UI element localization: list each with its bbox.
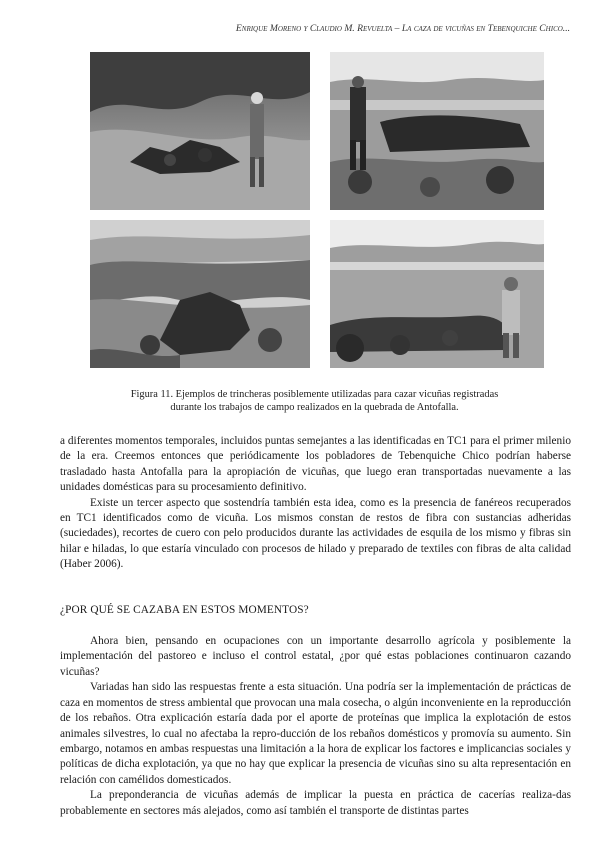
figure-photo-3 [90,220,310,368]
figure-photo-1 [90,52,310,210]
paragraph-5: La preponderancia de vicuñas además de implicar la puesta en práctica de cacerías realiza-das probablemente en sectores más alejados, como así también el transporte de distintas partes [60,789,571,817]
figure-photo-4 [330,220,544,368]
figure-photo-2 [330,52,544,210]
paragraph-4: Variadas han sido las respuestas frente a esta situación. Una podría ser la implementación de prácticas de caza en momentos de stress ambiental que provocan una mala cosecha, o algún inconveniente en la reproducción de los rebaños. Otra explicación estaría dada por el aporte de proteínas que implica la explotación de estos animales silvestres, lo cual no afectaba la repro-ducción de los rebaños domésticos y promovía su aumento. Sin embargo, notamos en ambas respuestas una limitación a la hora de explicar los factores e implicancias sociales y políticas de dicha explotación, ya que no hay que explicar la presencia de vicuñas sino su alta representación en relación con camélidos domesticados. [60,681,571,786]
paragraph-2: Existe un tercer aspecto que sostendría también esta idea, como es la presencia de fanéreos recuperados en TC1 identificados como de vicuña. Los mismos constan de restos de fibra con sustancias adheridas (suciedades), recortes de cuero con pelo producidos durante las actividades de esquila de los mismo y fibras sin hilar e hiladas, lo que estaría vinculado con procesos de hilado y preparado de textiles con fibras de alta calidad (Haber 2006). [60,496,571,571]
paragraph-1: a diferentes momentos temporales, incluidos puntas semejantes a las identificadas en TC1 para el primer milenio de la era. Creemos entonces que periódicamente los pobladores de Tebenquiche Chico podrían haberse trasladado hasta Antofalla para la apropiación de vicuñas, que luego eran transportadas nuevamente a las unidades domésticas para su procesamiento definitivo. [60,435,571,494]
body-text [60,434,571,819]
caption-line-1: Figura 11. Ejemplos de trincheras posiblemente utilizadas para cazar vicuñas registradas [130,389,499,400]
figure-caption [60,388,569,414]
section-heading: ¿POR QUÉ SE CAZABA EN ESTOS MOMENTOS? [60,603,309,616]
paragraph-3: Ahora bien, pensando en ocupaciones con un importante desarrollo agrícola y posiblemente la implementación del pastoreo e incluso el control estatal, ¿por qué estas poblaciones continuaron cazando vicuñas? [60,635,571,678]
running-header: Enrique Moreno y Claudio M. Revuelta – La caza de vicuñas en Tebenquiche Chico... [235,23,570,34]
caption-line-2: durante los trabajos de campo realizados en la quebrada de Antofalla. [170,402,459,413]
